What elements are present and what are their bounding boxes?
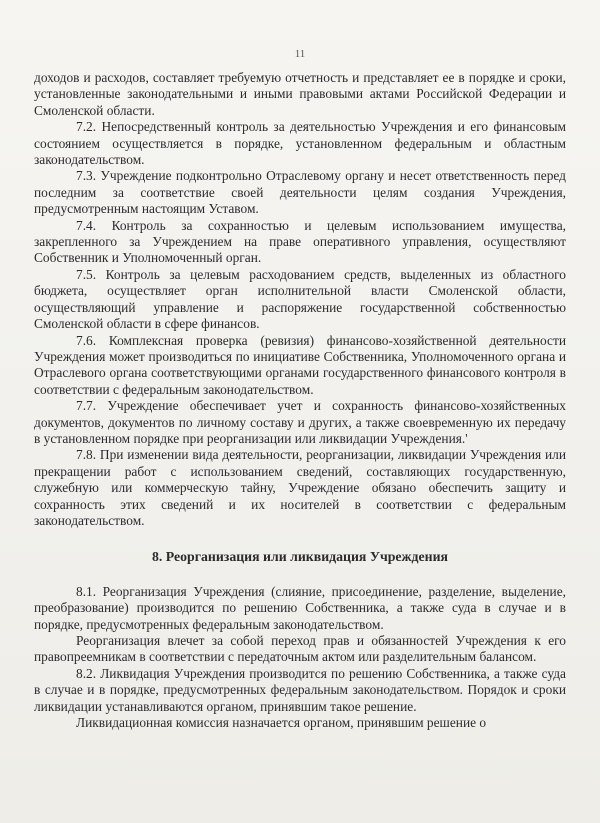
section-8-paragraphs [34,584,566,732]
paragraph: 7.5. Контроль за целевым расходованием средств, выделенных из областного бюджета, осуществляет орган исполнительной власти Смоленской области, осуществляющий управление и распоряжение государственной собственностью Смоленской области в сфере финансов. [34,266,566,332]
paragraph: 7.3. Учреждение подконтрольно Отраслевому органу и несет ответственность перед последним за соответствие своей деятельности целям создания Учреждения, предусмотренным настоящим Уставом. [34,168,566,217]
section-7-paragraphs [34,70,566,529]
paragraph: 7.7. Учреждение обеспечивает учет и сохранность финансово-хозяйственных документов, документов по личному составу и других, а также своевременную их передачу в установленном порядке при реорганизации или ликвидации Учреждения.' [34,398,566,446]
paragraph: Ликвидационная комиссия назначается органом, принявшим решение о [76,715,487,731]
paragraph: 8.1. Реорганизация Учреждения (слияние, присоединение, разделение, выделение, преобразование) производится по решению Собственника, а также суда в случае и в порядке, предусмотренных федеральным законодательством. [34,583,566,632]
section-heading: 8. Реорганизация или ликвидация Учреждения [151,549,449,565]
paragraph: 7.4. Контроль за сохранностью и целевым использованием имущества, закрепленного за Учреждением на праве оперативного управления, осуществляют Собственник и Уполномоченный орган. [34,217,566,266]
paragraph: 8.2. Ликвидация Учреждения производится по решению Собственника, а также суда в случае и в порядке, предусмотренных федеральным законодательством. Порядок и сроки ликвидации устанавливаются органом, принявшим такое решение. [34,665,566,714]
document-body [34,70,566,731]
paragraph: Реорганизация влечет за собой переход прав и обязанностей Учреждения к его правопреемникам в соответствии с передаточным актом или разделительным балансом. [34,633,566,665]
paragraph: 7.2. Непосредственный контроль за деятельностью Учреждения и его финансовым состоянием осуществляется в порядке, установленном федеральным и областным законодательством. [34,119,566,168]
page-number: 11 [294,48,306,60]
paragraph: 7.6. Комплексная проверка (ревизия) финансово-хозяйственной деятельности Учреждения может производиться по инициативе Собственника, Уполномоченного органа и Отраслевого органа соответствующими органами государственного финансового контроля в соответствии с федеральным законодательством. [34,332,566,397]
paragraph: 7.8. При изменении вида деятельности, реорганизации, ликвидации Учреждения или прекращении работ с использованием сведений, составляющих государственную, служебную или коммерческую тайну, Учреждение обязано обеспечить защиту и сохранность этих сведений и их носителей в соответствии с федеральным законодательством. [34,447,566,528]
paragraph: доходов и расходов, составляет требуемую отчетность и представляет ее в порядке и сроки, установленные законодательными и иными правовыми актами Российской Федерации и Смоленской области. [34,70,566,118]
